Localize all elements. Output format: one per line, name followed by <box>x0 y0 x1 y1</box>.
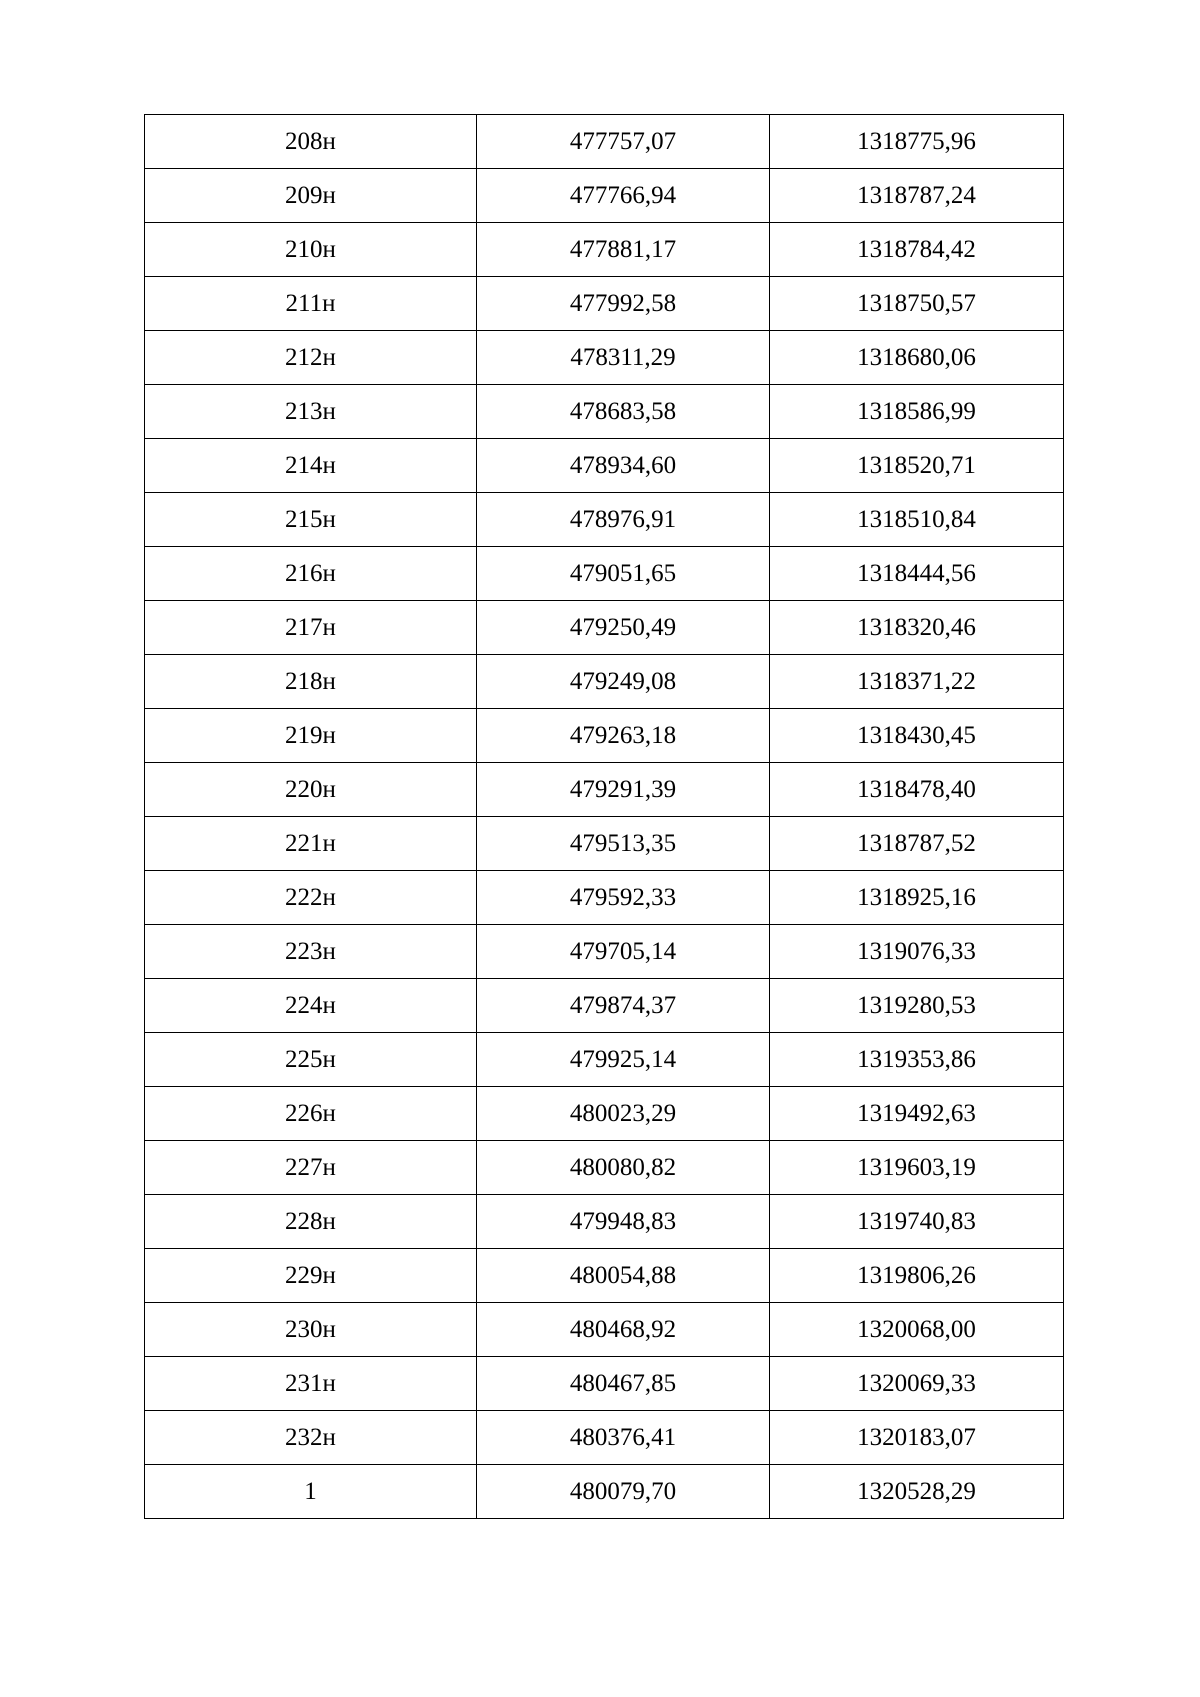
y-coordinate-cell: 1319353,86 <box>770 1033 1064 1087</box>
table-row <box>145 223 1064 277</box>
point-number-cell: 232н <box>145 1411 477 1465</box>
table-row <box>145 763 1064 817</box>
table-row <box>145 1411 1064 1465</box>
x-coordinate-cell: 479874,37 <box>477 979 770 1033</box>
y-coordinate-cell: 1320069,33 <box>770 1357 1064 1411</box>
point-number-cell: 217н <box>145 601 477 655</box>
table-row <box>145 385 1064 439</box>
table-row <box>145 1033 1064 1087</box>
x-coordinate-cell: 480080,82 <box>477 1141 770 1195</box>
y-coordinate-cell: 1319280,53 <box>770 979 1064 1033</box>
point-number-cell: 213н <box>145 385 477 439</box>
y-coordinate-cell: 1318478,40 <box>770 763 1064 817</box>
y-coordinate-cell: 1318444,56 <box>770 547 1064 601</box>
y-coordinate-cell: 1318586,99 <box>770 385 1064 439</box>
point-number-cell: 220н <box>145 763 477 817</box>
table-row <box>145 925 1064 979</box>
y-coordinate-cell: 1318680,06 <box>770 331 1064 385</box>
y-coordinate-cell: 1318750,57 <box>770 277 1064 331</box>
x-coordinate-cell: 479513,35 <box>477 817 770 871</box>
point-number-cell: 231н <box>145 1357 477 1411</box>
x-coordinate-cell: 480468,92 <box>477 1303 770 1357</box>
table-row <box>145 1087 1064 1141</box>
y-coordinate-cell: 1319076,33 <box>770 925 1064 979</box>
table-row <box>145 817 1064 871</box>
table-row <box>145 115 1064 169</box>
point-number-cell: 210н <box>145 223 477 277</box>
point-number-cell: 226н <box>145 1087 477 1141</box>
table-row <box>145 601 1064 655</box>
point-number-cell: 214н <box>145 439 477 493</box>
y-coordinate-cell: 1318430,45 <box>770 709 1064 763</box>
y-coordinate-cell: 1318510,84 <box>770 493 1064 547</box>
x-coordinate-cell: 479592,33 <box>477 871 770 925</box>
point-number-cell: 230н <box>145 1303 477 1357</box>
y-coordinate-cell: 1320528,29 <box>770 1465 1064 1519</box>
y-coordinate-cell: 1319492,63 <box>770 1087 1064 1141</box>
x-coordinate-cell: 479263,18 <box>477 709 770 763</box>
point-number-cell: 219н <box>145 709 477 763</box>
x-coordinate-cell: 478311,29 <box>477 331 770 385</box>
point-number-cell: 225н <box>145 1033 477 1087</box>
table-row <box>145 277 1064 331</box>
point-number-cell: 212н <box>145 331 477 385</box>
x-coordinate-cell: 480467,85 <box>477 1357 770 1411</box>
y-coordinate-cell: 1320183,07 <box>770 1411 1064 1465</box>
table-row <box>145 979 1064 1033</box>
y-coordinate-cell: 1318787,52 <box>770 817 1064 871</box>
x-coordinate-cell: 480023,29 <box>477 1087 770 1141</box>
table-row <box>145 1249 1064 1303</box>
y-coordinate-cell: 1318787,24 <box>770 169 1064 223</box>
x-coordinate-cell: 478934,60 <box>477 439 770 493</box>
x-coordinate-cell: 480054,88 <box>477 1249 770 1303</box>
y-coordinate-cell: 1318371,22 <box>770 655 1064 709</box>
y-coordinate-cell: 1320068,00 <box>770 1303 1064 1357</box>
y-coordinate-cell: 1319740,83 <box>770 1195 1064 1249</box>
point-number-cell: 208н <box>145 115 477 169</box>
y-coordinate-cell: 1318775,96 <box>770 115 1064 169</box>
x-coordinate-cell: 477992,58 <box>477 277 770 331</box>
x-coordinate-cell: 480376,41 <box>477 1411 770 1465</box>
x-coordinate-cell: 479291,39 <box>477 763 770 817</box>
table-row <box>145 655 1064 709</box>
table-row <box>145 1303 1064 1357</box>
table-row <box>145 547 1064 601</box>
x-coordinate-cell: 480079,70 <box>477 1465 770 1519</box>
point-number-cell: 229н <box>145 1249 477 1303</box>
x-coordinate-cell: 479925,14 <box>477 1033 770 1087</box>
y-coordinate-cell: 1318784,42 <box>770 223 1064 277</box>
x-coordinate-cell: 477757,07 <box>477 115 770 169</box>
table-row <box>145 439 1064 493</box>
point-number-cell: 228н <box>145 1195 477 1249</box>
x-coordinate-cell: 478683,58 <box>477 385 770 439</box>
x-coordinate-cell: 479250,49 <box>477 601 770 655</box>
point-number-cell: 215н <box>145 493 477 547</box>
y-coordinate-cell: 1318925,16 <box>770 871 1064 925</box>
table-row <box>145 1357 1064 1411</box>
point-number-cell: 227н <box>145 1141 477 1195</box>
x-coordinate-cell: 477881,17 <box>477 223 770 277</box>
y-coordinate-cell: 1318320,46 <box>770 601 1064 655</box>
y-coordinate-cell: 1319603,19 <box>770 1141 1064 1195</box>
table-row <box>145 871 1064 925</box>
point-number-cell: 222н <box>145 871 477 925</box>
table-row <box>145 1141 1064 1195</box>
y-coordinate-cell: 1319806,26 <box>770 1249 1064 1303</box>
point-number-cell: 1 <box>145 1465 477 1519</box>
table-row <box>145 1465 1064 1519</box>
table-row <box>145 709 1064 763</box>
point-number-cell: 224н <box>145 979 477 1033</box>
table-row <box>145 331 1064 385</box>
y-coordinate-cell: 1318520,71 <box>770 439 1064 493</box>
x-coordinate-cell: 477766,94 <box>477 169 770 223</box>
point-number-cell: 209н <box>145 169 477 223</box>
point-number-cell: 223н <box>145 925 477 979</box>
x-coordinate-cell: 479249,08 <box>477 655 770 709</box>
coordinates-table-body <box>145 115 1064 1519</box>
table-row <box>145 169 1064 223</box>
point-number-cell: 218н <box>145 655 477 709</box>
x-coordinate-cell: 479705,14 <box>477 925 770 979</box>
x-coordinate-cell: 479051,65 <box>477 547 770 601</box>
point-number-cell: 216н <box>145 547 477 601</box>
point-number-cell: 211н <box>145 277 477 331</box>
x-coordinate-cell: 478976,91 <box>477 493 770 547</box>
point-number-cell: 221н <box>145 817 477 871</box>
coordinates-table <box>144 114 1064 1519</box>
x-coordinate-cell: 479948,83 <box>477 1195 770 1249</box>
table-row <box>145 1195 1064 1249</box>
table-row <box>145 493 1064 547</box>
